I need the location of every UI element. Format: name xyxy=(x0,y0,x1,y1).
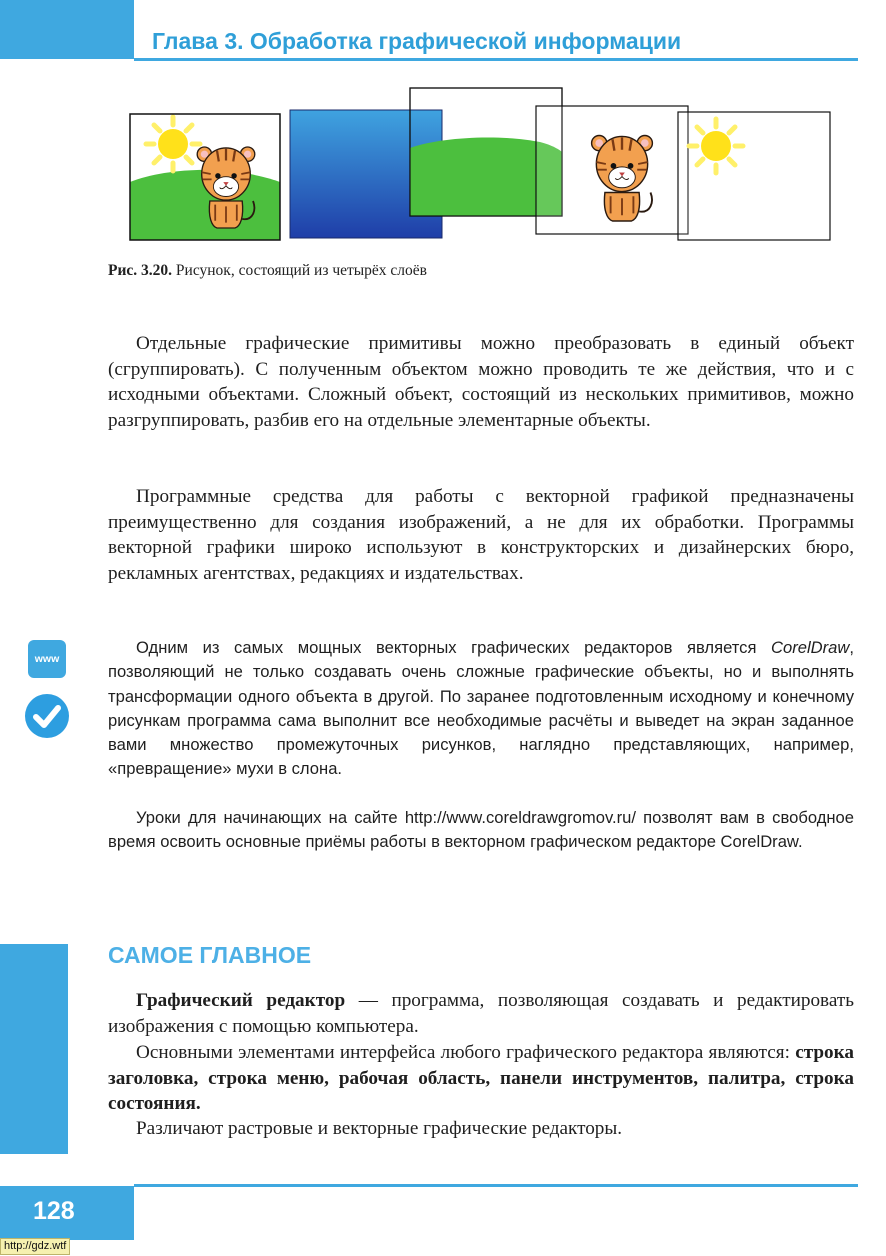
figure-svg xyxy=(120,82,840,252)
checkmark-svg xyxy=(25,694,69,738)
combined-picture xyxy=(130,114,280,240)
coreldraw-note xyxy=(108,636,854,782)
coreldraw-note-start: Одним из самых мощных векторных графических редакторов является xyxy=(136,638,771,657)
www-icon: www xyxy=(28,640,66,678)
checkmark-icon xyxy=(25,694,69,738)
caption-label: Рис. 3.20. xyxy=(108,262,173,279)
lessons-note: Уроки для начинающих на сайте http://www.coreldrawgromov.ru/ позволят вам в свободное время освоить основные приёмы работы в векторном графическом редакторе CorelDraw. xyxy=(108,808,854,852)
coreldraw-note-end: , позволяющий не только создавать очень сложные графические объекты, но и выполнять трансформации одного объекта в другой. По заранее подготовленным исходному и конечному рисункам программа сама выполнит все необходимые расчёты и выведет на экран заданное вами множество промежуточных рисунков, наглядно представляющих, например, «превращение» мухи в слона. xyxy=(108,638,854,779)
caption-text: Рисунок, состоящий из четырёх слоёв xyxy=(172,262,427,279)
paragraph-vector-software: Программные средства для работы с векторной графикой предназначены преимущественно для создания изображений, а не для их обработки. Программы векторной графики широко используют в конструкторских и дизайнерских бюро, рекламных агентствах, редакциях и издательствах. xyxy=(108,486,854,584)
header-tab xyxy=(0,0,134,59)
summary-definition-text: — программа, позволяющая создавать и редактировать изображения с помощью компьютера. xyxy=(108,990,854,1037)
term-graphic-editor: Графический редактор xyxy=(136,990,346,1011)
summary-interface-elements xyxy=(108,1040,854,1117)
summary-interface-list: строка заголовка, строка меню, рабочая область, панели инструментов, палитра, строка состояния. xyxy=(108,1042,854,1115)
header-rule xyxy=(134,58,858,61)
summary-side-bar xyxy=(0,944,68,1154)
layer-sun xyxy=(678,112,830,240)
coreldraw-name: CorelDraw xyxy=(771,638,850,657)
figure-layers xyxy=(120,82,840,252)
chapter-title: Глава 3. Обработка графической информации xyxy=(152,28,682,54)
summary-definition xyxy=(108,988,854,1039)
figure-caption xyxy=(108,262,427,280)
summary-editor-types: Различают растровые и векторные графические редакторы. xyxy=(136,1118,623,1139)
footer-rule xyxy=(134,1184,858,1187)
summary-interface-text: Основными элементами интерфейса любого графического редактора являются: xyxy=(136,1042,796,1063)
watermark-link[interactable]: http://gdz.wtf xyxy=(0,1238,70,1255)
layer-tiger xyxy=(536,106,688,234)
summary-title: САМОЕ ГЛАВНОЕ xyxy=(108,942,312,968)
paragraph-grouping: Отдельные графические примитивы можно преобразовать в единый объект (сгруппировать). С полученным объектом можно проводить те же действия, что и с исходными объектами. Сложный объект, состоящий из нескольких примитивов, можно разгруппировать, разбив его на отдельные элементарные объекты. xyxy=(108,333,854,431)
page-number: 128 xyxy=(33,1197,75,1225)
